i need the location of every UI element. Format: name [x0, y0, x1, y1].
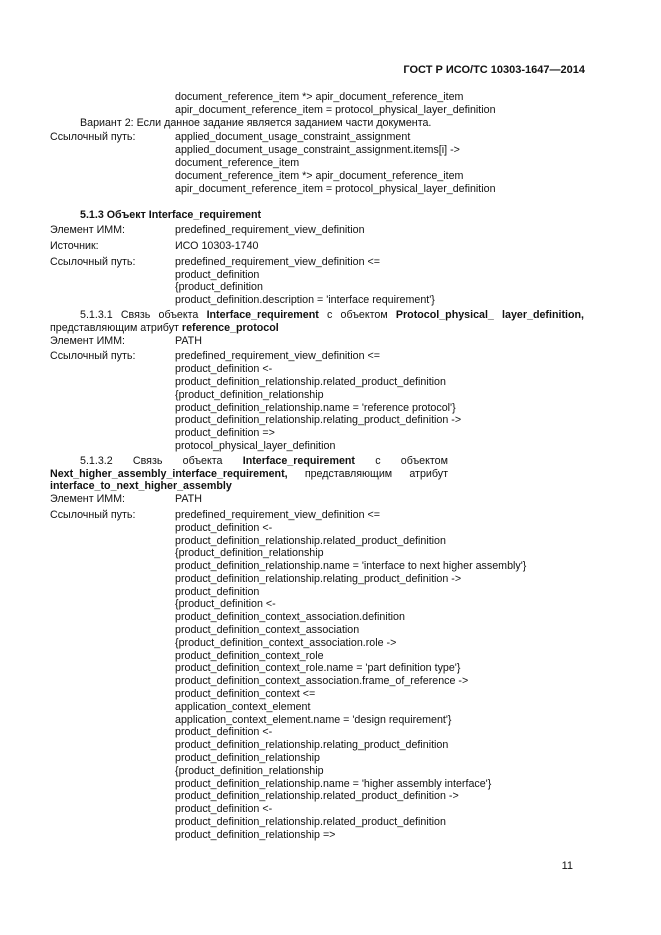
path-line: product_definition_relationship.name = 'reference protocol'}: [175, 401, 456, 414]
page-content: [50, 91, 584, 842]
imm-element-row: [50, 224, 584, 237]
variant-2-text: Вариант 2: Если данное задание является заданием части документа.: [80, 116, 432, 129]
path-line: product_definition_relationship: [175, 752, 320, 765]
path-label: Ссылочный путь:: [50, 255, 136, 268]
path-line: product_definition_context_association.definition: [175, 611, 405, 624]
path-line: product_definition =>: [175, 427, 275, 440]
path-line: product_definition_relationship =>: [175, 828, 336, 841]
imm-label: Элемент ИММ:: [50, 493, 126, 506]
path-line: document_reference_item *> apir_document_reference_item: [175, 91, 464, 103]
path-line: product_definition_context <=: [175, 688, 316, 701]
section-5-1-3-1-heading-cont: представляющим атрибут reference_protocol: [50, 321, 279, 334]
path-label: Ссылочный путь:: [50, 350, 136, 363]
path-line: product_definition_context_role: [175, 649, 324, 662]
path-line: predefined_requirement_view_definition <=: [175, 350, 380, 363]
path-lines: [175, 509, 584, 842]
source-value: ИСО 10303-1740: [175, 239, 259, 252]
source-label: Источник:: [50, 239, 99, 252]
section-5-1-3-2-heading: 5.1.3.2 Связь объекта Interface_requirement с объектом: [80, 454, 448, 467]
path-line: product_definition_relationship.relating_product_definition: [175, 739, 449, 752]
path-line: product_definition_context_role.name = 'part definition type'}: [175, 662, 461, 675]
path-line: predefined_requirement_view_definition <=: [175, 508, 380, 521]
section-5-1-3-1-heading: 5.1.3.1 Связь объекта Interface_requirement с объектом Protocol_physical_ layer_definition,: [80, 308, 584, 321]
path-line: product_definition_relationship.name = 'higher assembly interface'}: [175, 777, 492, 790]
path-line: protocol_physical_layer_definition: [175, 439, 336, 452]
path-line: product_definition <-: [175, 521, 273, 534]
path-line: product_definition_relationship.relating_product_definition ->: [175, 572, 462, 585]
path-line: {product_definition <-: [175, 598, 276, 611]
source-row: [50, 240, 584, 253]
path-line: document_reference_item: [175, 156, 300, 169]
path-line: product_definition_relationship.related_product_definition ->: [175, 790, 459, 803]
path-lines: [175, 131, 584, 195]
path-line: product_definition: [175, 268, 260, 281]
path-line: apir_document_reference_item = protocol_physical_layer_definition: [175, 182, 496, 195]
path-lines: [175, 350, 584, 452]
path-line: product_definition_relationship.related_product_definition: [175, 816, 446, 829]
section-5-1-3-heading: 5.1.3 Объект Interface_requirement: [80, 209, 262, 222]
path-line: predefined_requirement_view_definition <=: [175, 255, 380, 268]
path-line: product_definition.description = 'interface requirement'}: [175, 294, 435, 307]
section-5-1-3-2-path: [50, 509, 584, 842]
path-line: product_definition_relationship.relating_product_definition ->: [175, 414, 462, 427]
imm-label: Элемент ИММ:: [50, 224, 126, 237]
section-5-1-3-2-attribute: interface_to_next_higher_assembly: [50, 480, 232, 493]
path-line: application_context_element.name = 'design requirement'}: [175, 713, 452, 726]
document-header: ГОСТ Р ИСО/ТС 10303-1647—2014: [403, 64, 585, 76]
path-lines: [175, 256, 584, 307]
section-5-1-3-2-heading-cont: Next_higher_assembly_interface_requirement, представляющим атрибут: [50, 467, 448, 480]
imm-value: predefined_requirement_view_definition: [175, 224, 365, 237]
path-line: product_definition_relationship.name = 'interface to next higher assembly'}: [175, 560, 527, 573]
page-number: 11: [561, 860, 573, 872]
path-line: {product_definition_context_association.role ->: [175, 636, 397, 649]
path-line: apir_document_reference_item = protocol_physical_layer_definition: [175, 103, 496, 116]
path-line: {product_definition: [175, 281, 263, 294]
path-line: application_context_element: [175, 700, 311, 713]
path-line: {product_definition_relationship: [175, 388, 324, 401]
path-label: Ссылочный путь:: [50, 508, 136, 521]
path-line: product_definition_relationship.related_product_definition: [175, 375, 446, 388]
section-5-1-3-path: [50, 256, 584, 307]
path-line: {product_definition_relationship: [175, 547, 324, 560]
path-line: product_definition_context_association.frame_of_reference ->: [175, 675, 469, 688]
imm-element-row: [50, 493, 584, 506]
imm-value: PATH: [175, 493, 202, 506]
path-label: Ссылочный путь:: [50, 131, 136, 144]
path-line: applied_document_usage_constraint_assignment.items[i] ->: [175, 144, 460, 157]
section-5-1-3-1-path: [50, 350, 584, 452]
path-line: document_reference_item *> apir_document_reference_item: [175, 169, 464, 182]
path-line: product_definition <-: [175, 363, 273, 376]
path-line: {product_definition_relationship: [175, 764, 324, 777]
path-line: product_definition: [175, 585, 260, 598]
imm-value: PATH: [175, 334, 202, 347]
top-path-block: [50, 91, 584, 117]
path-line: applied_document_usage_constraint_assignment: [175, 131, 411, 144]
path-line: product_definition <-: [175, 803, 273, 816]
variant-2-path: [50, 131, 584, 195]
path-line: product_definition_relationship.related_product_definition: [175, 534, 446, 547]
imm-element-row: [50, 335, 584, 348]
path-line: product_definition_context_association: [175, 624, 360, 637]
imm-label: Элемент ИММ:: [50, 334, 126, 347]
path-line: product_definition <-: [175, 726, 273, 739]
